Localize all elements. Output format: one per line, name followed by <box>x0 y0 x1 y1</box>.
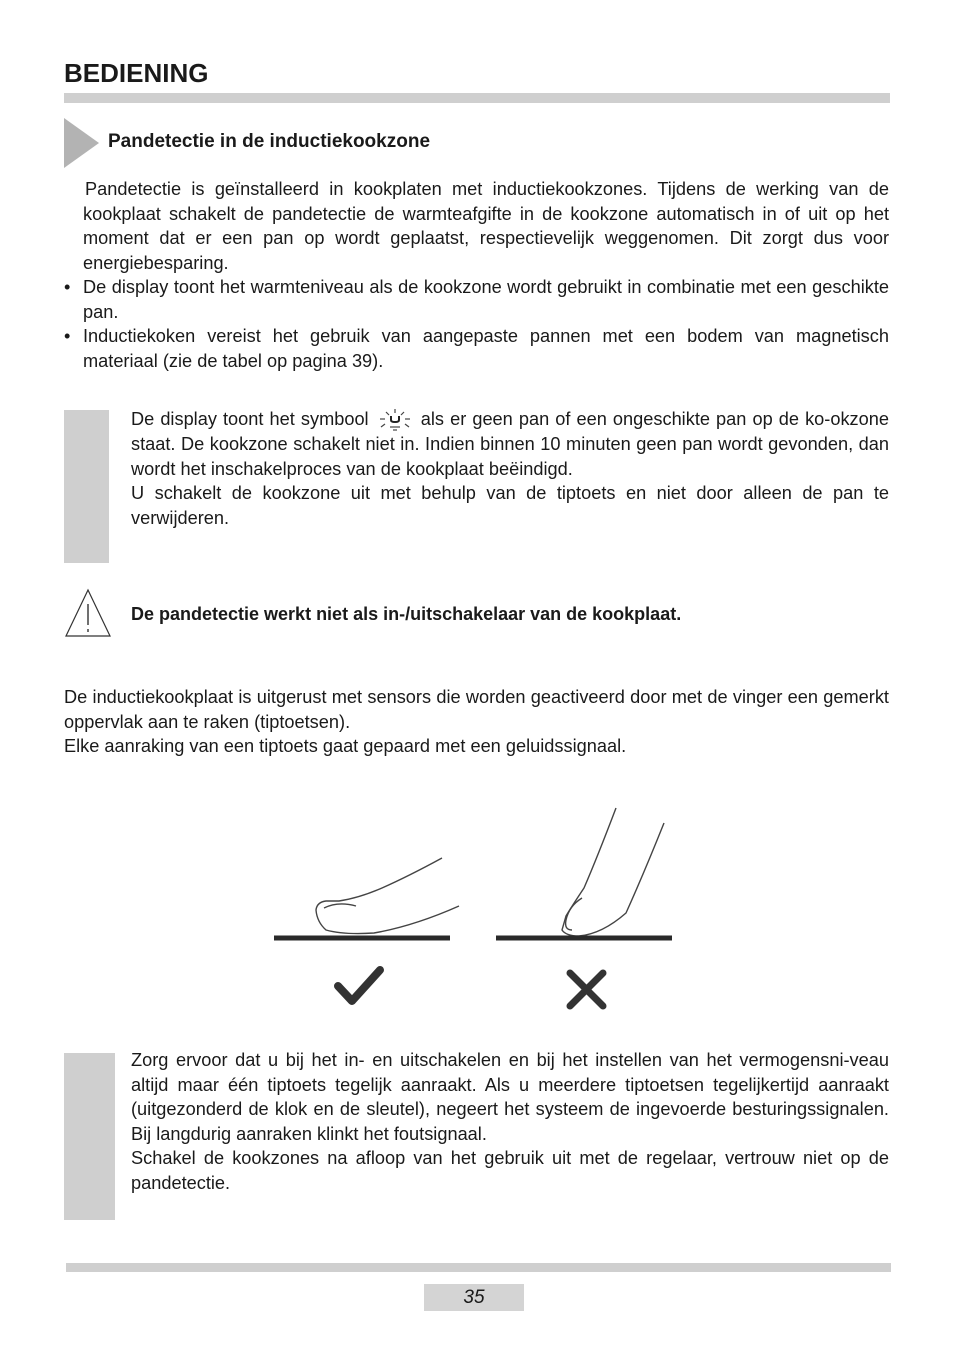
note-text: De display toont het symbool <box>131 409 369 429</box>
section-arrow-icon <box>64 118 100 168</box>
wrong-touch-drawing <box>562 808 664 936</box>
footer-divider <box>66 1263 891 1272</box>
touch-illustration <box>264 798 684 1018</box>
page-title: BEDIENING <box>64 58 209 88</box>
note-text: als er geen pan of een ongeschikte pan op de ko-okzone staat. De kookzone schakelt niet in. Indien binnen 10 minuten geen pan wordt gevonden, dan wordt het inschakelproces van de kookplaat beëindigd. <box>131 409 889 479</box>
sensors-text: Elke aanraking van een tiptoets gaat gepaard met een geluidssignaal. <box>64 736 627 756</box>
correct-touch-drawing <box>316 858 459 934</box>
list-item <box>64 324 889 373</box>
note-marker-bar <box>64 410 109 563</box>
bullet-mark: • <box>64 277 71 297</box>
note-text: Zorg ervoor dat u bij het in- en uitschakelen en bij het instellen van het vermogensni-veau altijd maar één tiptoets tegelijk aanraakt. Als u meerdere tiptoetsen tegelijkertijd aanraakt (uitgezonderd de klok en de sleutel), negeert het systeem de ingevoerde besturingssignalen. Bij langdurig aanraken klinkt het foutsignaal. <box>131 1050 889 1144</box>
warning-text: De pandetectie werkt niet als in-/uitschakelaar van de kookplaat. <box>131 604 682 624</box>
sensors-text: De inductiekookplaat is uitgerust met sensors die worden geactiveerd door met de vinger een gemerkt oppervlak aan te raken (tiptoetsen). <box>64 687 889 732</box>
note-single-touch <box>131 1048 889 1195</box>
flashing-u-symbol-icon <box>375 408 415 432</box>
bullet-text: Inductiekoken vereist het gebruik van aangepaste pannen met een bodem van magnetisch materiaal (zie de tabel op pagina 39). <box>83 326 889 371</box>
cross-icon <box>570 973 603 1006</box>
page-number: 35 <box>424 1284 524 1311</box>
bullet-text: De display toont het warmteniveau als de kookzone wordt gebruikt in combinatie met een geschikte pan. <box>83 277 889 322</box>
list-item <box>64 275 889 324</box>
warning-triangle-icon <box>64 588 112 638</box>
section-title: Pandetectie in de inductiekookzone <box>108 131 431 152</box>
note-text: U schakelt de kookzone uit met behulp van de tiptoets en niet door alleen de pan te verwijderen. <box>131 483 889 528</box>
header-divider <box>64 93 890 103</box>
note-pan-detection <box>131 407 889 530</box>
bullet-mark: • <box>64 326 71 346</box>
intro-paragraph: Pandetectie is geïnstalleerd in kookplaten met inductiekookzones. Tijdens de werking van de kookplaat schakelt de pandetectie de warmteafgifte in de kookzone automatisch in of uit op het moment dat er een pan op wordt geplaatst, respectievelijk weggenomen. Dit zorgt dus voor energiebesparing. <box>83 179 889 273</box>
note-text: Schakel de kookzones na afloop van het gebruik uit met de regelaar, vertrouw niet op de pandetectie. <box>131 1148 889 1193</box>
checkmark-icon <box>338 970 380 1001</box>
sensors-paragraph <box>64 685 889 759</box>
note-marker-bar <box>64 1053 115 1220</box>
